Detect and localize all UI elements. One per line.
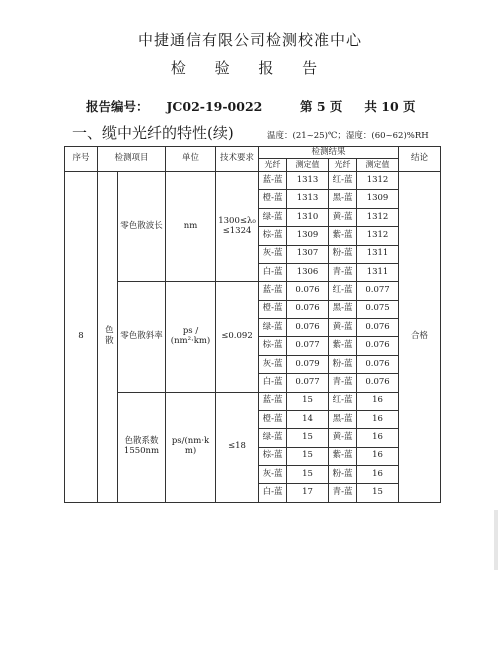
measured-value: 1307 [287,245,329,263]
header-conclusion: 结论 [399,147,441,172]
measured-value: 0.077 [287,374,329,392]
report-number-label: 报告编号： [86,99,149,114]
fiber-label: 紫-蓝 [329,227,357,245]
test-item-requirement: 1300≤λ₀ ≤1324 [216,172,259,282]
measured-value: 15 [357,484,399,503]
measured-value: 16 [357,392,399,410]
fiber-label: 绿-蓝 [259,319,287,337]
measured-value: 1311 [357,263,399,281]
fiber-label: 红-蓝 [329,172,357,190]
measured-value: 16 [357,447,399,465]
header-requirement: 技术要求 [216,147,259,172]
fiber-label: 棕-蓝 [259,337,287,355]
measured-value: 1313 [287,190,329,208]
fiber-label: 青-蓝 [329,263,357,281]
measured-value: 0.076 [287,282,329,300]
fiber-label: 青-蓝 [329,374,357,392]
fiber-label: 黑-蓝 [329,190,357,208]
fiber-label: 紫-蓝 [329,447,357,465]
measured-value: 0.076 [357,355,399,373]
measured-value: 1313 [287,172,329,190]
measured-value: 14 [287,410,329,428]
test-item-name: 零色散波长 [118,172,166,282]
measured-value: 16 [357,410,399,428]
report-number [86,97,262,115]
measured-value: 0.076 [357,319,399,337]
fiber-label: 蓝-蓝 [259,172,287,190]
measured-value: 15 [287,392,329,410]
fiber-label: 黑-蓝 [329,410,357,428]
fiber-label: 橙-蓝 [259,190,287,208]
fiber-label: 橙-蓝 [259,300,287,318]
fiber-label: 粉-蓝 [329,466,357,484]
group-label-text: 色散 [103,324,114,346]
test-item-unit: ps / (nm²·km) [166,282,216,392]
results-table [64,146,441,503]
test-conditions: 温度：(21~25)℃；湿度：(60~62)%RH [267,131,429,141]
fiber-label: 紫-蓝 [329,337,357,355]
measured-value: 0.075 [357,300,399,318]
fiber-label: 灰-蓝 [259,466,287,484]
measured-value: 1306 [287,263,329,281]
scan-edge-mark [494,510,498,570]
fiber-label: 白-蓝 [259,263,287,281]
measured-value: 1311 [357,245,399,263]
table-row [65,282,441,300]
measured-value: 0.077 [287,337,329,355]
measured-value: 1312 [357,208,399,226]
test-item-requirement: ≤0.092 [216,282,259,392]
results-table-container [64,146,440,503]
header-fiber-2: 光纤 [329,159,357,172]
measured-value: 16 [357,466,399,484]
test-item-name: 色散系数 1550nm [118,392,166,503]
fiber-label: 黑-蓝 [329,300,357,318]
header-results: 检测结果 [259,147,399,159]
measured-value: 15 [287,466,329,484]
fiber-label: 红-蓝 [329,392,357,410]
fiber-label: 棕-蓝 [259,447,287,465]
page-info [300,97,416,115]
section-title: 一、缆中光纤的特性(续) [72,124,234,142]
fiber-label: 蓝-蓝 [259,282,287,300]
measured-value: 0.076 [357,374,399,392]
fiber-label: 绿-蓝 [259,429,287,447]
measured-value: 0.076 [357,337,399,355]
header-measured-2: 测定值 [357,159,399,172]
fiber-label: 粉-蓝 [329,245,357,263]
test-item-unit: ps/(nm·k m) [166,392,216,503]
fiber-label: 棕-蓝 [259,227,287,245]
fiber-label: 红-蓝 [329,282,357,300]
fiber-label: 蓝-蓝 [259,392,287,410]
measured-value: 1312 [357,227,399,245]
fiber-label: 灰-蓝 [259,355,287,373]
test-item-name: 零色散斜率 [118,282,166,392]
organization-name: 中捷通信有限公司检测校准中心 [137,31,362,49]
results-table-body [65,147,441,503]
fiber-label: 青-蓝 [329,484,357,503]
total-pages: 共 10 页 [364,99,416,114]
header-unit: 单位 [166,147,216,172]
measured-value: 0.077 [357,282,399,300]
measured-value: 0.079 [287,355,329,373]
seq-number: 8 [65,172,98,503]
page-number: 第 5 页 [300,99,343,114]
measured-value: 17 [287,484,329,503]
document-title: 检 验 报 告 [170,59,330,77]
fiber-label: 绿-蓝 [259,208,287,226]
group-label [98,172,118,503]
fiber-label: 灰-蓝 [259,245,287,263]
measured-value: 1309 [287,227,329,245]
table-row [65,392,441,410]
test-item-unit: nm [166,172,216,282]
measured-value: 1309 [357,190,399,208]
test-item-requirement: ≤18 [216,392,259,503]
fiber-label: 白-蓝 [259,374,287,392]
measured-value: 0.076 [287,319,329,337]
fiber-label: 粉-蓝 [329,355,357,373]
measured-value: 1312 [357,172,399,190]
measured-value: 15 [287,447,329,465]
measured-value: 16 [357,429,399,447]
measured-value: 15 [287,429,329,447]
header-item: 检测项目 [98,147,166,172]
fiber-label: 白-蓝 [259,484,287,503]
measured-value: 0.076 [287,300,329,318]
measured-value: 1310 [287,208,329,226]
conclusion: 合格 [399,172,441,503]
header-seq: 序号 [65,147,98,172]
header-measured-1: 测定值 [287,159,329,172]
table-row [65,172,441,190]
fiber-label: 黄-蓝 [329,319,357,337]
report-number-value: JC02-19-0022 [166,99,263,114]
fiber-label: 黄-蓝 [329,208,357,226]
fiber-label: 橙-蓝 [259,410,287,428]
fiber-label: 黄-蓝 [329,429,357,447]
header-fiber-1: 光纤 [259,159,287,172]
